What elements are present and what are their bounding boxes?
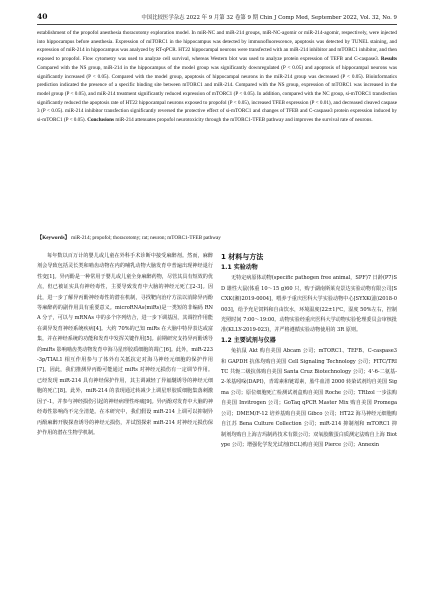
- conclusions-label: Conclusions: [87, 117, 115, 124]
- section-heading-materials-methods: 1 材料与方法: [221, 253, 264, 261]
- english-abstract: [37, 29, 397, 125]
- page-number: 40: [37, 12, 48, 21]
- left-column: [37, 251, 213, 438]
- results-label: Results: [380, 56, 398, 63]
- abstract-results-text: Compared with the NS group, miR-214 in the hippocampus of the model group was significantly downregulated (P < 0.05) and apoptosis of hippocampal neurons was significantly increased (P < 0.05). Compared with the model group, apoptosis of hippocampal neurons in the miR-214 group was decreased (P < 0.05). Bioinformatics prediction indicated the presence of a specific binding site between mTORC1 and miR-214. Compared with the NS group, expression of mTORC1 was increased in the model group (P < 0.05), and miR-214 treatment significantly reduced expression of mTORC1 (P < 0.05). In addition, compared with the NC group, si-mTORC1 transfection significantly reduced the apoptosis rate of HT22 hippocampal neurons exposed to propofol (P < 0.05), increased TFEB expression (P < 0.01), and decreased cleaved caspase 3 (P < 0.05). miR-214 inhibitor transfection significantly reversed the protective effect of si-mTORC1 and changes of TFEB and C-caspase3 protein expression induced by si-mTORC1 (P < 0.05).: [37, 64, 397, 124]
- subsection-heading-reagents: 1.2 主要试剂与仪器: [221, 336, 276, 344]
- abstract-conclusions-text: miR-214 attenuates propofol neurotoxicity through the mTORC1-TFEB pathway and improves the survival rate of neurons.: [115, 117, 373, 124]
- keywords-label: 【Keywords】: [37, 235, 70, 241]
- animals-paragraph: 无特定病原体动物(specific pathogen free animal，SPF)7 日龄(P7)SD 雄性大鼠(体重 10～15 g)60 只，购于湖南斯莱克景达实验动物有限公司[SCXK(湘)2019-0004]，喂养于重庆医科大学实验动物中心[SYXK(渝)2018-0003]，给予充足饲料和自由饮水，环境温度(22±1)℃，湿度 50%左右，控制光照时间 7:00～19:00。动物实验经重庆医科大学动物实验伦理委员会审核批准(KLLY-2019-023)，并严格遵循实验动物使用的 3R 原则。: [221, 275, 397, 334]
- keywords-text: miR-214; propofol; thoracotomy; rat; neuron; mTORC1-TFEB pathway: [71, 235, 221, 241]
- right-column: [221, 251, 397, 450]
- keywords-line: [37, 234, 397, 242]
- introduction-paragraph: 每年数以百万计的婴儿或儿童在外科手术诊断中接受麻醉剂。然而，麻醉剂会导致包括灵长类和啮齿动物在内的哺乳动物大脑发育中普遍出现神经退行性变[1]。异丙酚是一种常用于婴儿或儿童全身麻醉药物，尽管其具有短效的优点，但已被证实具有神经毒性，主要导致发育中大脑的神经元死亡[2-3]。因此，进一步了解异丙酚神经毒性的潜在机制，寻找靶向治疗方法以消除异丙酚等麻醉药的副作用具有重要意义。microRNAs(miRs)是一类短的非编码 RNA 分子，可以与 mRNAs 中的多个序列结合，进一步下调基因，其调控作用能在调异发育神经系统疾病[4]。大约 70%的已知 miRs 在大脑中特异表达或富集，并在神经系统的功能和发育中发挥关键作用[5]。前期研究支持异丙酚诱导的miRs 影响啮齿类动物发育中海马星形胶质细胞的凋亡[6]。此外，miR-223-3p/TIAL1 相互作用参与了体外有关抵抗定对海马神经元细胞的保护作用[7]。因此，我们推测异丙酚可能通过 miRs 对神经元损伤有一定调节作用。已经发现 miR-214 具有神经保护作用，其主调减轻了异氟醚诱导的神经元细胞的死亡[8]。此外，miR-214 的表现通过转减少上调星形胶质细胞集落刺激因子-1，并参与神经损伤引起的神经病理性疼痛[9]。异丙酚对发育中大脑的神经毒性影响尚不完全清楚。在本研究中，我们假设 miR-214 上调可以抑制异丙酚麻醉开腹探查诱导的神经元损伤，并试图探索 miR-214 对神经元损伤保护作用的潜在生物学机制。: [37, 253, 213, 436]
- running-header: [37, 12, 397, 25]
- abstract-methods-text: establishment of the propofol anesthesia thoracotomy exploration model. In miR-NC and miR-214 groups, miR-NC-agomir or miR-214-agomir, respectively, were injected into hippocampus before anesthesia. Expression of miTORC1 in the hippocampus was detected by immunofluorescence, apoptosis was detected by TUNEL staining, and expression of miR-214 in hippocampus was analyzed by RT-qPCR. HT22 hippocampal neurons were transfected with an miR-214 inhibitor and mTORC1 inhibitor, and then exposed to propofol. Flow cytometry was used to analyze cell survival, whereas Western blot was used to analyze protein expression of TEFB and C-caspase3.: [37, 30, 397, 63]
- reagents-paragraph: 兔抗鼠 Akt 购自美国 Abcam 公司；mTORC1、TEFB、C-caspase3 和 GAPDH 抗体均购自美国 Cell Signaling Technology 公司；FITC/TRITC 共轭二级抗体购自美国 Santa Cruz Biotechnology 公司；4'-6-二氨基-2-苯基吲哚(DAPI)，青霉素和链霉素，胎牛血清 2000 转染试剂均自美国 Sigma 公司；原位细胞死亡检测试剂盒购自美国 Roche 公司；TRIzol 一步法购自美国 Invitrogen 公司；GoTaq qPCR Master Mix 购自美国 Promega 公司；DMEM/F-12 培养基购自美国 Gibco 公司；HT22 海马神经元细胞购自江苏 Bena Culture Collection 公司；miR-214 抑制剂和 mTORC1 抑制剂均购自上海吉玛制药技术有限公司；双氧胶酸蛋白质测定法购自上海 Biotype 公司；增强化学发光试剂(ECL)购自美国 Pierce 公司；Annexin: [221, 348, 397, 448]
- subsection-heading-animals: 1.1 实验动物: [221, 264, 258, 271]
- journal-citation: 中国比较医学杂志 2022 年 9 月第 32 卷第 9 期 Chin J Comp Med, September 2022, Vol. 32, No. 9: [141, 15, 397, 21]
